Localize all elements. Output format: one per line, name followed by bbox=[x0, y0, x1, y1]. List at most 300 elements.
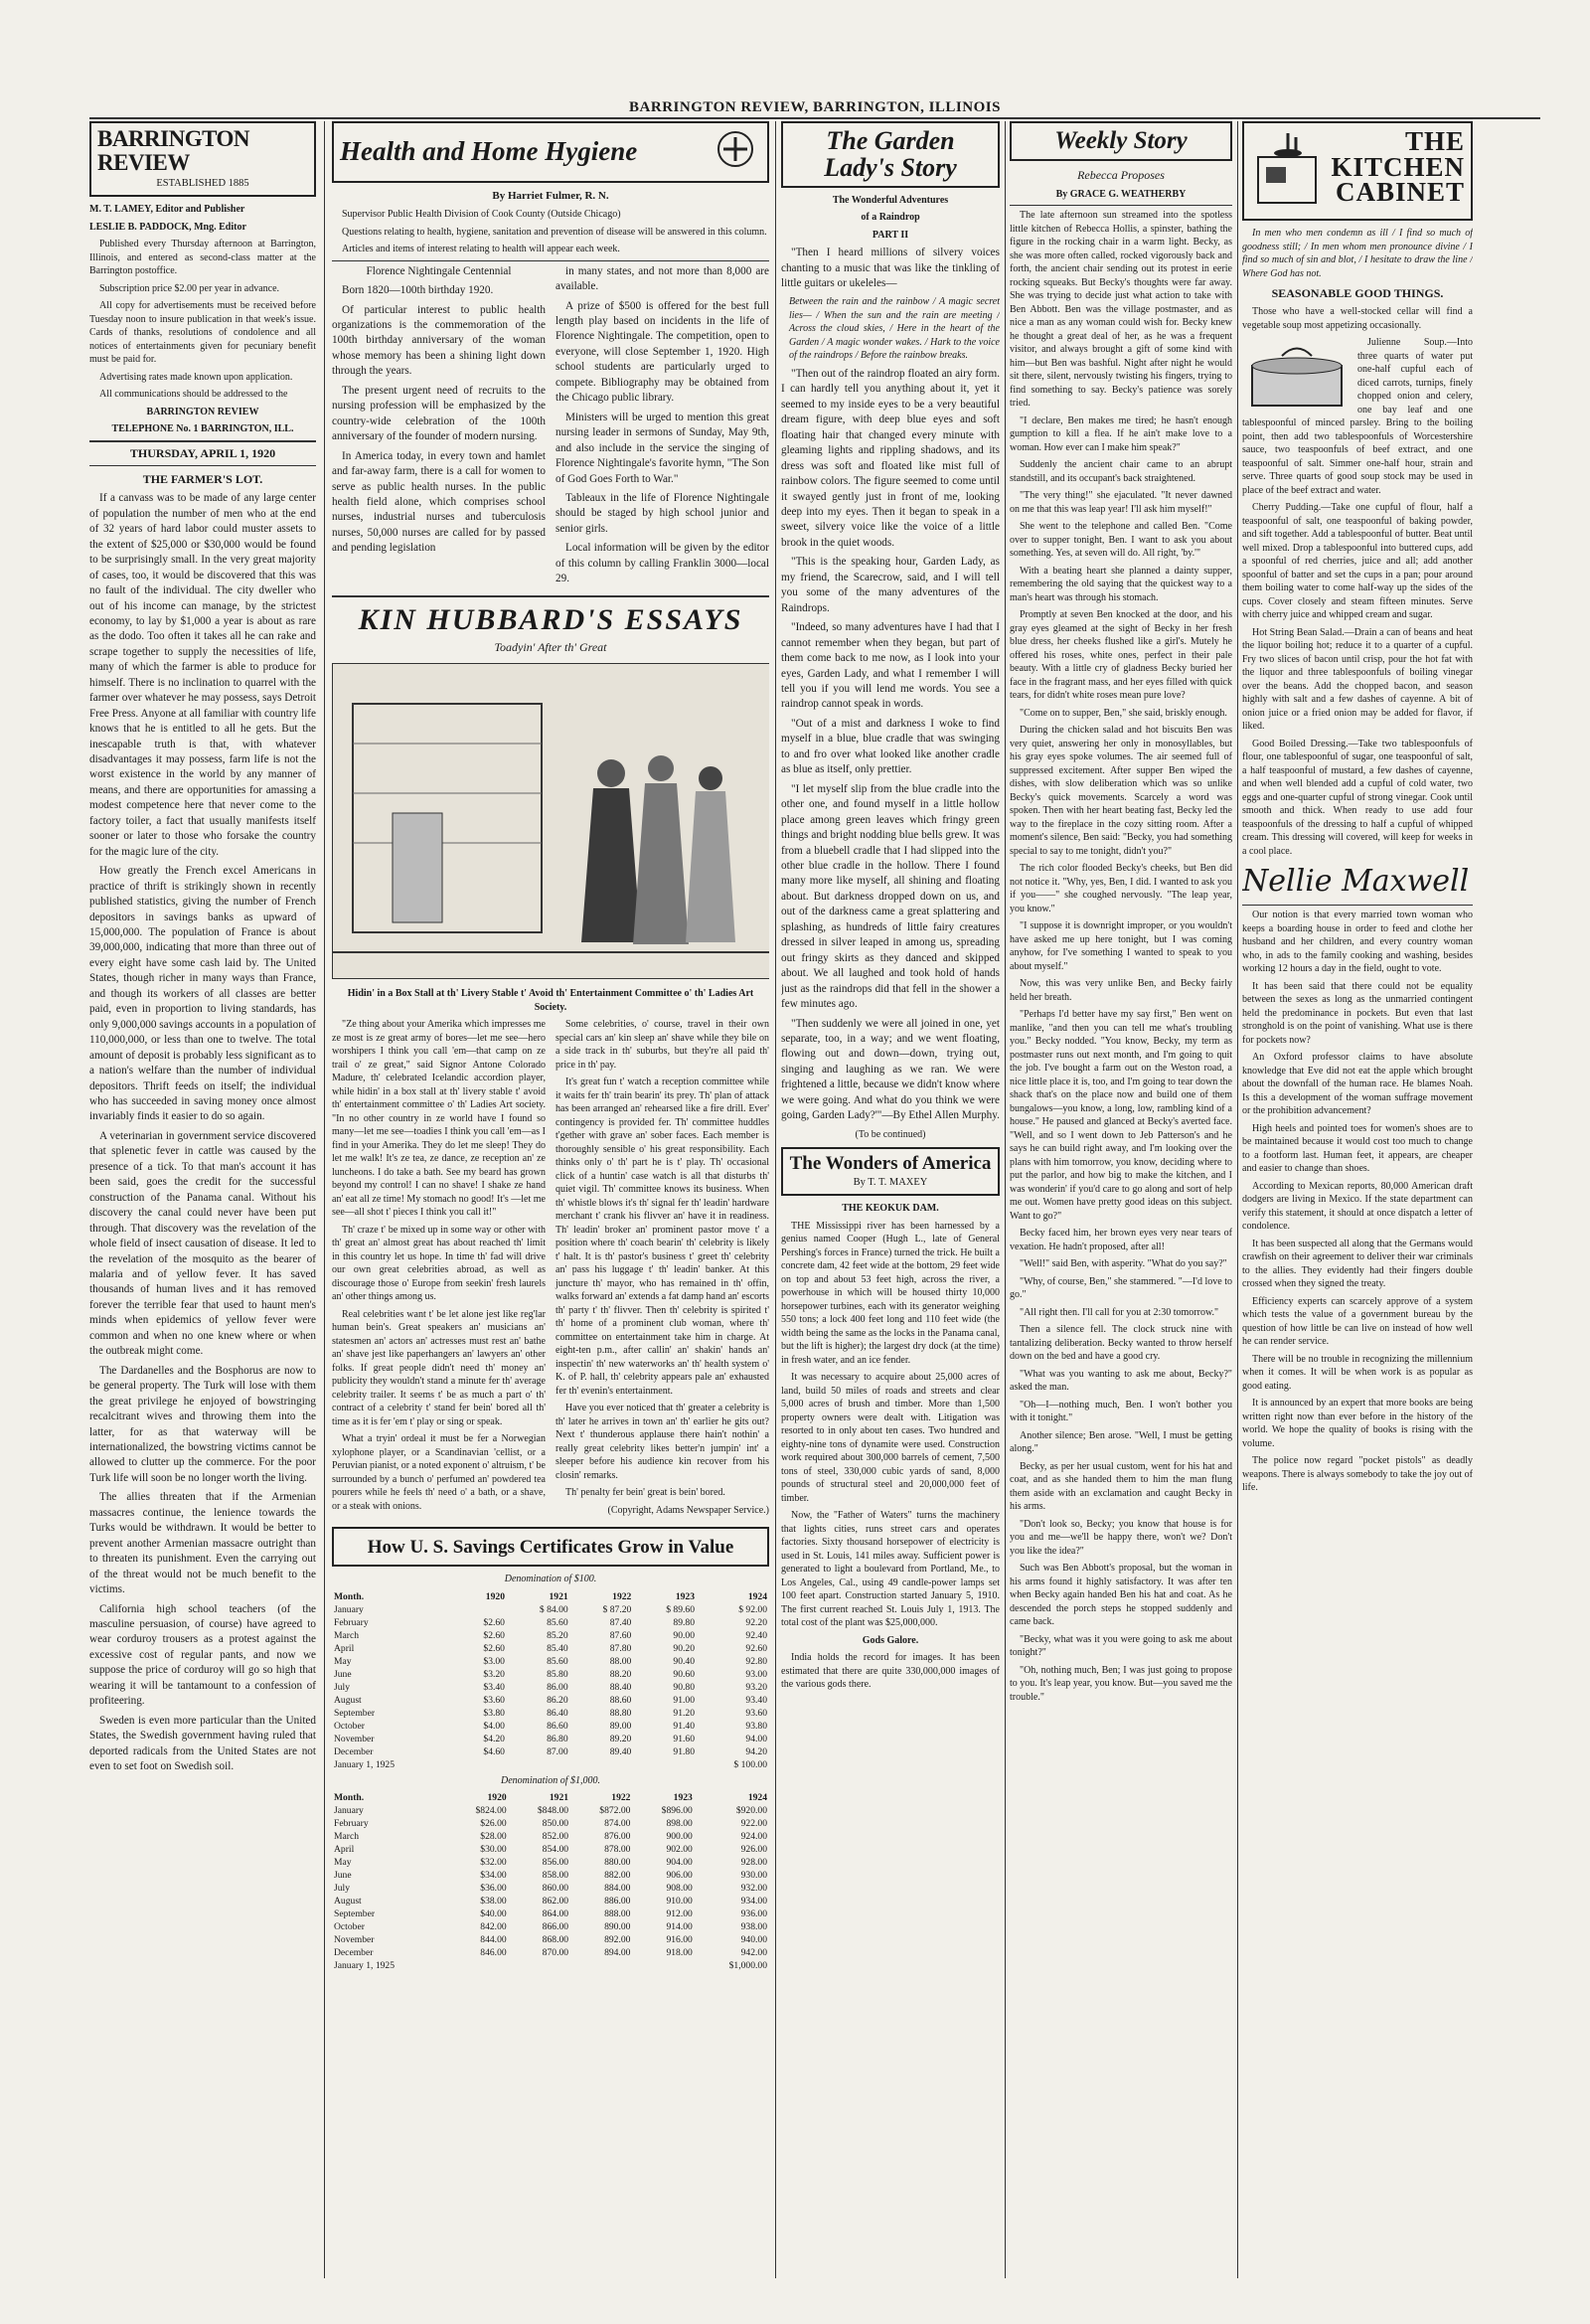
health-intro: Articles and items of interest relating to health will appear each week. bbox=[342, 244, 620, 255]
kitchen-paragraph: Efficiency experts can scarcely approve of a system which tests the value of a government bureau by the question of how little be can live on instead of how well he can render service. bbox=[1242, 1295, 1473, 1347]
kin-body bbox=[332, 1018, 769, 1521]
table-cell: $920.00 bbox=[735, 1805, 767, 1817]
table-cell: 92.60 bbox=[745, 1642, 767, 1654]
table-row bbox=[332, 1694, 769, 1707]
table-cell: 862.00 bbox=[542, 1896, 569, 1908]
table-cell: 874.00 bbox=[604, 1818, 631, 1830]
kitchen-paragraph: It is announced by an expert that more books are being written right now than ever before in the history of the world. We hope the quality of books is rising with the volume. bbox=[1242, 1398, 1473, 1449]
story-paragraph: "Don't look so, Becky; you know that house is for you and me—we'll be happy there, won't we? Don't you like the idea?" bbox=[1010, 1518, 1232, 1557]
table-cell: October bbox=[334, 1720, 365, 1732]
masthead-established: ESTABLISHED 1885 bbox=[156, 178, 249, 190]
story-rule bbox=[1010, 205, 1232, 206]
story-subtitle: Rebecca Proposes bbox=[1077, 168, 1165, 182]
table-cell: 876.00 bbox=[604, 1831, 631, 1843]
table-cell: 93.80 bbox=[745, 1720, 767, 1732]
table-cell: 844.00 bbox=[480, 1934, 507, 1946]
table-cell: 89.80 bbox=[673, 1616, 695, 1628]
table-cell: July bbox=[334, 1681, 350, 1693]
table-cell: $ 84.00 bbox=[539, 1603, 568, 1615]
table-cell: $4.20 bbox=[483, 1733, 505, 1744]
savings-column-header: 1923 bbox=[675, 1590, 695, 1602]
table-cell: $28.00 bbox=[480, 1831, 507, 1843]
table-cell: 918.00 bbox=[666, 1947, 693, 1959]
kitchen-paragraph: The police now regard "pocket pistols" as deadly weapons. There is always somebody to take the joy out of life. bbox=[1242, 1455, 1473, 1493]
seasonable-heading: SEASONABLE GOOD THINGS. bbox=[1271, 286, 1444, 300]
table-cell: 85.20 bbox=[547, 1629, 568, 1641]
story-paragraph: "All right then. I'll call for you at 2:30 tomorrow." bbox=[1020, 1306, 1219, 1318]
kitchen-paragraph: According to Mexican reports, 80,000 American draft dodgers are living in Mexico. If the state department can verify this statement, it should at once dispatch a letter of condolence. bbox=[1242, 1180, 1473, 1232]
wonders-paragraph: India holds the record for images. It has been estimated that there are quite 330,000,000 images of the various gods there. bbox=[781, 1652, 1000, 1691]
story-paragraph: Becky faced him, her brown eyes very near tears of vexation. He hadn't proposed, after all! bbox=[1010, 1228, 1232, 1252]
table-cell: $896.00 bbox=[661, 1805, 693, 1817]
kin-paragraph: Th' penalty fer bein' great is bein' bored. bbox=[565, 1487, 725, 1499]
table-cell: 924.00 bbox=[740, 1831, 767, 1843]
table-cell: 892.00 bbox=[604, 1934, 631, 1946]
health-paragraph: Ministers will be urged to mention this great nursing leader in sermons of Sunday, May 9th, and also include in the service the singing of Florence Nightingale's favorite hymn, "The Son of God Goes Forth to War." bbox=[556, 411, 769, 485]
kitchen-paragraph: An Oxford professor claims to have absolute knowledge that Eve did not eat the apple which brought about the downfall of the human race. He blames Noah. Is this a development of the woman suffrage movement or the prohibition advancement? bbox=[1242, 1052, 1473, 1116]
table-cell: 926.00 bbox=[740, 1844, 767, 1856]
masthead-title: BARRINGTON REVIEW bbox=[97, 126, 250, 176]
savings-header-row bbox=[332, 1590, 769, 1603]
health-paragraph: A prize of $500 is offered for the best full length play based on incidents in the life of Florence Nightingale. The competition, open to everyone, will close September 1, 1920. High school students are particularly urged to compete. Bibliography may be obtained from the Chicago public library. bbox=[556, 299, 769, 405]
editorial-paragraph: The Dardanelles and the Bosphorus are now to be general property. The Turk will lose with them the great privilege he enjoyed of bowstringing recalcitrant wives and throwing them into the latter, for as that waterway will be internationalized, the bowstring victims cannot be allowed to clutter up the commerce. For the poor Turk life will soon be no longer worth the living. bbox=[89, 1364, 316, 1484]
garden-part: PART II bbox=[872, 229, 909, 241]
table-cell bbox=[509, 1959, 570, 1972]
cartoon-caption: Hidin' in a Box Stall at th' Livery Stable t' Avoid th' Entertainment Committee o' th' Ladies Art Society. bbox=[347, 988, 754, 1013]
table-row bbox=[332, 1758, 769, 1771]
kitchen-paragraph: Good Boiled Dressing.—Take two tablespoonfuls of flour, one tablespoonful of sugar, one teaspoonful of salt, a half teaspoonful of mustard, a few dashes of cayenne, and when well blended add a cupful of cold water, two eggs and one-quarter cupful of strong vinegar. Cook until smooth and thick. When ready to use add four teaspoonfuls of the dressing to half a cupful of whipped cream. This dressing will covered, will keep for weeks in a cool place. bbox=[1242, 738, 1473, 857]
denomination-1000-label: Denomination of $1,000. bbox=[501, 1774, 600, 1786]
garden-paragraph: "I let myself slip from the blue cradle into the other one, and found myself in a little hollow place among green leaves which fringy green things and bright nodding blue bells grew. It was from a bluebell cradle that I had slipped into the other blue cradle in the hollow. There I found many more like myself, all shining and floating about. But darkness dropped down on us, and out of the darkness came a great splattering and splashing, as hundreds of little fairy creatures dressed in silver leaped in among us, spreading out fringy skirts as they danced and skipped about. We all laughed and took hold of hands just as the raindrops did that fell in the shower a few minutes ago. bbox=[781, 782, 1000, 1011]
table-cell: 89.00 bbox=[609, 1720, 632, 1732]
publication-info: Published every Thursday afternoon at Barrington, Illinois, and entered as second-class matter at the Barrington postoffice. bbox=[89, 239, 316, 277]
health-paragraph: In America today, in every town and hamlet and far-away farm, there is a call for women to serve as public health nurses. In the public health field alone, which comprises school nurses, industrial nurses and tuberculosis nurses, 50,000 nurses are called for by passed and pending legislation bbox=[332, 449, 546, 555]
wonders-paragraph: Now, the "Father of Waters" turns the machinery that lights cities, runs street cars and operates factories. Sixty thousand horsepower of electricity is used in St. Louis, 141 miles away. Sufficient power is generated to light a boulevard from Portland, Me., to Los Angeles, Cal., using 49 candle-power lamps set 100 feet apart. Construction started January 5, 1910. The first current reached St. Louis July 1, 1913. The total cost of the plant was $25,000,000. bbox=[781, 1510, 1000, 1629]
table-cell: $2.60 bbox=[483, 1642, 505, 1654]
table-cell: 854.00 bbox=[542, 1844, 569, 1856]
table-cell: 92.20 bbox=[745, 1616, 767, 1628]
health-paragraph: The present urgent need of recruits to the nursing profession will be emphasized by the country-wide celebration of the 100th anniversary of the founder of modern nursing. bbox=[332, 384, 546, 443]
health-paragraph: Tableaux in the life of Florence Nightingale should be staged by high school junior and senior girls. bbox=[556, 492, 769, 535]
table-cell: 85.60 bbox=[547, 1655, 568, 1667]
table-cell bbox=[507, 1758, 570, 1771]
story-paragraph: Suddenly the ancient chair came to an abrupt standstill, and its occupant's back straightened. bbox=[1010, 459, 1232, 484]
table-cell: January 1, 1925 bbox=[334, 1758, 396, 1770]
health-byline: By Harriet Fulmer, R. N. bbox=[492, 190, 609, 202]
nellie-maxwell-signature: Nellie Maxwell bbox=[1242, 864, 1470, 899]
table-cell: 890.00 bbox=[604, 1921, 631, 1933]
table-cell: 886.00 bbox=[604, 1896, 631, 1908]
gods-galore-heading: Gods Galore. bbox=[862, 1634, 919, 1646]
table-row bbox=[332, 1843, 769, 1856]
table-cell: 91.40 bbox=[673, 1720, 695, 1732]
keokuk-heading: THE KEOKUK DAM. bbox=[842, 1203, 939, 1215]
story-paragraph: "Why, of course, Ben," she stammered. "—I'd love to go." bbox=[1010, 1275, 1232, 1301]
wonders-title: The Wonders of America bbox=[789, 1153, 992, 1175]
kin-paragraph: What a tryin' ordeal it must be fer a Norwegian xylophone player, or a Scandinavian 'cellist, or a Peruvian pianist, or a noted exponent o' altruism, t' be surrounded by a bunch o' perfumed an' powdered tea pourers while he feels th' need o' a bath, or a shave, or a steak with onions. bbox=[332, 1433, 546, 1512]
table-cell: 89.40 bbox=[609, 1745, 632, 1757]
wonders-paragraph: THE Mississippi river has been harnessed by a genius named Cooper (Hugh L., late of General Pershing's forces in France) turned the trick. He built a concrete dam, 42 feet wide at the bottom, 29 feet wide on top and about 53 feet high, across the river, a powerhouse in which will be housed thirty 10,000 horsepower turbines, each with its generator weighing 550 tons; a lock 400 feet long and 110 feet wide (the width being the same as the locks in the Panama canal, but the lift is higher); the largest dry dock (at the time) in fresh water, and an ice fender. bbox=[781, 1220, 1000, 1366]
table-cell: $2.60 bbox=[483, 1616, 505, 1628]
table-row bbox=[332, 1882, 769, 1895]
story-paragraph: Another silence; Ben arose. "Well, I must be getting along." bbox=[1010, 1429, 1232, 1455]
story-paragraph: "I suppose it is downright improper, or you wouldn't have asked me up here tonight, but I was coming anyhow, for I've something I wanted to speak to you about myself." bbox=[1010, 920, 1232, 972]
table-cell: 93.60 bbox=[745, 1707, 767, 1719]
kitchen-paragraph: Julienne Soup.—Into three quarts of water put one-half cupful each of diced carrots, turnips, finely chopped onion and celery, one bay leaf and one tablespoonful of minced parsley. Bring to the boiling point, then add two tablespoonfuls of Worcestershire sauce, two teaspoonfuls of beef extract, and one teaspoonful of salt. Simmer one-half hour, strain and serve. Three quarts of good soup stock may be used in place of the beef extract and water. bbox=[1242, 337, 1473, 496]
kitchen-rule bbox=[1242, 905, 1473, 906]
table-cell: $3.20 bbox=[483, 1668, 505, 1680]
garden-header bbox=[781, 121, 1000, 188]
savings-table-100 bbox=[332, 1590, 769, 1771]
table-cell: 86.60 bbox=[547, 1720, 568, 1732]
table-cell: 912.00 bbox=[666, 1909, 693, 1920]
table-row bbox=[332, 1707, 769, 1720]
editorial-paragraph: How greatly the French excel Americans in practice of thrift is strikingly shown in recently published statistics, giving the number of French depositors in savings banks as upward of 15,000,000. The population of France is about 39,000,000, indicating that more than three out of every eight have some cash laid by. The United States, though richer in many ways than France, and though its workers of all classes are better paid, even in proportion to living standards, has only 9,000,000 savings accounts in a population of 110,000,000, or less than one to twelve. The total amount of deposit is probably less significant as to a nation's welfare than the number of individual depositors. Thrift feeds on itself; the individual who has succeeded in saving money once almost invariably finds it easier to do so again. bbox=[89, 865, 316, 1123]
table-cell: 932.00 bbox=[740, 1883, 767, 1895]
garden-paragraph: "Indeed, so many adventures have I had that I cannot remember when they began, but part of them come back to me now, as I look into your eyes, Garden Lady, and what I remember I will tell you if you will lend me words. You see a raindrop cannot speak in words. bbox=[781, 621, 1000, 711]
table-cell: $38.00 bbox=[480, 1896, 507, 1908]
kin-paragraph: Th' craze t' be mixed up in some way or other with th' great an' almost great has about reached th' limit in this country let us hope. In time th' fad will drive our own great celebrities abroad, as well as discourage those o' Europe from seekin' fresh laurels an' other things among us. bbox=[332, 1224, 546, 1303]
kitchen-paragraph: It has been suspected all along that the Germans would crawfish on their agreement to deliver their war criminals to the allies. They evidently had their fingers double crossed when they signed the treaty. bbox=[1242, 1238, 1473, 1289]
savings-column-header: 1920 bbox=[485, 1590, 505, 1602]
table-row bbox=[332, 1817, 769, 1830]
table-row bbox=[332, 1668, 769, 1681]
table-cell: 93.20 bbox=[745, 1681, 767, 1693]
garden-continued: (To be continued) bbox=[855, 1128, 926, 1140]
kitchen-paragraph: Those who have a well-stocked cellar will find a vegetable soup most appetizing occasionally. bbox=[1242, 306, 1473, 331]
column-rule-2 bbox=[775, 121, 776, 2278]
column-editorial bbox=[89, 121, 316, 2283]
garden-verse: Between the rain and the rainbow / A magic secret lies— / When the sun and the rain are meeting / Across the cloud skies, / Here in the heart of the Garden / A magic wonder wakes. / Hark to the voice of the raindrops / Before the rainbow breaks. bbox=[789, 296, 1000, 362]
table-cell: 92.40 bbox=[745, 1629, 767, 1641]
table-cell bbox=[632, 1959, 694, 1972]
table-cell bbox=[570, 1959, 632, 1972]
table-cell: $34.00 bbox=[480, 1870, 507, 1882]
health-intro: Supervisor Public Health Division of Cook County (Outside Chicago) bbox=[342, 209, 621, 221]
table-cell: 90.00 bbox=[673, 1629, 695, 1641]
garden-subtitle: The Wonderful Adventures bbox=[832, 194, 949, 206]
column-rule-3 bbox=[1005, 121, 1006, 2278]
table-cell bbox=[570, 1758, 634, 1771]
issue-date: THURSDAY, APRIL 1, 1920 bbox=[129, 445, 276, 460]
savings-box bbox=[332, 1527, 769, 1567]
story-paragraph: The late afternoon sun streamed into the spotless little kitchen of Rebecca Hollis, a spinster, bathing the figure in the rocking chair in a warm light. Becky, as she was more often called, rocked vigorously back and forth, the ancient chair sending out its protest in eerie rocking squeaks. But Becky's thoughts were far away. She was trying to decide just what action to take with Ben Abbott. Ben was the village postmaster, and as nice a man as any woman could wish for. Becky knew he thought a great deal of her, as he was a frequent visitor, and always brought a gift of some kind with him—but Ben was bashful. Night after night he would sit there, silent, nervously twisting his fingers, trying to find something to say. Becky's patience was sorely tried. bbox=[1010, 210, 1232, 410]
table-cell: 882.00 bbox=[604, 1870, 631, 1882]
table-cell: 89.20 bbox=[609, 1733, 632, 1744]
table-cell: 904.00 bbox=[666, 1857, 693, 1869]
savings-column-header: 1920 bbox=[487, 1792, 507, 1804]
table-cell: 922.00 bbox=[740, 1818, 767, 1830]
editorial-paragraph: California high school teachers (of the masculine persuasion, of course) have agreed to wear corduroy trousers as a protest against the excessive cost of regular pants, and now we suppose the price of corduroy will go so high that wearing it will be tantamount to a confession of profiteering. bbox=[89, 1602, 316, 1708]
table-cell: 860.00 bbox=[542, 1883, 569, 1895]
health-title: Health and Home Hygiene bbox=[340, 136, 638, 167]
story-paragraph: "What was you wanting to ask me about, Becky?" asked the man. bbox=[1010, 1368, 1232, 1394]
kin-copyright: (Copyright, Adams Newspaper Service.) bbox=[607, 1504, 769, 1516]
table-row bbox=[332, 1720, 769, 1733]
table-cell: January 1, 1925 bbox=[334, 1960, 396, 1972]
table-cell: 85.40 bbox=[547, 1642, 568, 1654]
table-cell: April bbox=[334, 1844, 355, 1856]
table-row bbox=[332, 1856, 769, 1869]
table-cell: 91.80 bbox=[673, 1745, 695, 1757]
communications-name: BARRINGTON REVIEW bbox=[146, 406, 259, 417]
table-cell: February bbox=[334, 1616, 369, 1628]
column-health-kin bbox=[332, 121, 769, 2283]
table-cell: 930.00 bbox=[740, 1870, 767, 1882]
table-cell: 942.00 bbox=[740, 1947, 767, 1959]
table-cell: July bbox=[334, 1883, 350, 1895]
masthead-rule bbox=[89, 440, 316, 442]
table-cell: 940.00 bbox=[740, 1934, 767, 1946]
table-cell: $1,000.00 bbox=[728, 1960, 767, 1972]
savings-column-header: Month. bbox=[334, 1792, 365, 1804]
table-cell: $ 87.20 bbox=[602, 1603, 632, 1615]
story-paragraph: With a beating heart she planned a dainty supper, remembering the old saying that the quickest way to a man's heart was through his stomach. bbox=[1010, 565, 1232, 603]
table-cell: 858.00 bbox=[542, 1870, 569, 1882]
table-cell: $ 92.00 bbox=[738, 1603, 767, 1615]
kitchen-cabinet-header bbox=[1242, 121, 1473, 221]
table-cell: January bbox=[334, 1805, 364, 1817]
table-cell: $2.60 bbox=[483, 1629, 505, 1641]
garden-paragraph: "This is the speaking hour, Garden Lady, as my friend, the Scarecrow, said, and I will tell you some of the many adventures of the Raindrops. bbox=[781, 556, 1000, 614]
health-rule bbox=[332, 260, 769, 261]
table-cell: 888.00 bbox=[604, 1909, 631, 1920]
table-cell: 87.40 bbox=[609, 1616, 632, 1628]
table-cell: $ 89.60 bbox=[666, 1603, 695, 1615]
garden-paragraph: "Out of a mist and darkness I woke to find myself in a blue, blue cradle that was swinging to and fro over what looked like another cradle as blue as itself, only prettier. bbox=[781, 717, 1000, 776]
table-cell: $4.00 bbox=[483, 1720, 505, 1732]
kin-paragraph: Have you ever noticed that th' greater a celebrity is th' later he arrives in town an' th' earlier he gits out? Next t' thunderous applause there hain't nothin' a really great celebrity likes better'n jumpin' int' a sleeper before his audience kin recover from his closin' remarks. bbox=[556, 1403, 769, 1481]
health-header bbox=[332, 121, 769, 183]
kin-hubbard-title: KIN HUBBARD'S ESSAYS bbox=[358, 602, 743, 636]
story-paragraph: Such was Ben Abbott's proposal, but the woman in his arms found it highly satisfactory. It was after ten when Becky again handed Ben his hat and coat. As he descended the porch steps he stopped suddenly and came back. bbox=[1010, 1563, 1232, 1628]
table-row bbox=[332, 1908, 769, 1920]
health-body bbox=[332, 264, 769, 591]
subscription-info: Subscription price $2.00 per year in advance. bbox=[99, 282, 280, 294]
wonders-header bbox=[781, 1147, 1000, 1196]
health-paragraph: Born 1820—100th birthday 1920. bbox=[342, 284, 494, 297]
garden-paragraph: "Then out of the raindrop floated an airy form. I can hardly tell you anything about it, yet it seemed to my inside eyes to be a very beautiful dream figure, with deep blue eyes and soft floating hair that changed every minute with gleaming lights and rippling shadows, and its dress was soft and floated like mist full of rainbow colors. The figure seemed to come until it swayed gently just in front of me, looking deep into my eyes. Then it began to speak in a sweet, silvery voice like the voice of a little brook in the quiet woods. bbox=[781, 367, 1000, 549]
editorial-paragraph: The allies threaten that if the Armenian massacres continue, the lenience towards the Turks would be withdrawn. It would be better to prevent another Armenian massacre outright than to threaten its punishment. Even the carrying out of the threat would not be much benefit to the victims. bbox=[89, 1491, 316, 1596]
table-row bbox=[332, 1830, 769, 1843]
table-cell: December bbox=[334, 1745, 374, 1757]
table-cell: 94.20 bbox=[745, 1745, 767, 1757]
kitchen-paragraph: Our notion is that every married town woman who keeps a boarding house in order to feed and clothe her husband and her children, and every country woman who, in ads to the family cooking and washing, besides working 12 hours a day in the field, ought to vote. bbox=[1242, 910, 1473, 974]
savings-column-header: Month. bbox=[334, 1590, 365, 1602]
table-cell: January bbox=[334, 1603, 364, 1615]
nursing-seal-icon bbox=[710, 127, 761, 177]
table-cell: August bbox=[334, 1896, 362, 1908]
column-garden bbox=[781, 121, 1000, 2283]
table-cell: 88.00 bbox=[609, 1655, 632, 1667]
table-cell: May bbox=[334, 1857, 352, 1869]
table-cell: 90.80 bbox=[673, 1681, 695, 1693]
table-cell: October bbox=[334, 1921, 365, 1933]
table-cell bbox=[457, 1603, 507, 1616]
kin-paragraph: It's great fun t' watch a reception committee while it waits fer th' train bearin' its prey. Th' plan of attack has been arranged an' rehearsed like a fire drill. Ever' contingency is provided fer. Th' committee huddles t'gether with grave an' sober faces. Each member is thoroughly sensible o' his great responsibility. Each thinks only o' th' part he is t' play. Th' occasional click of a huntin' case watch is all that disturbs th' quiet vigil. Th' committee knows its business. When th' whistle blows it's th' signal fer th' leadin' hardware merchant t' crank his flivver an' have it in readiness. Th' leadin' broker an' prominent pastor move t' a position where th' coach bearin' th' celebrity is likely t' halt. It is th' pastor's business t' greet th' celebrity an' pass his luggage t' th' leadin' banker. At this juncture th' mayor, who has remained in th' offin, walks forward an' extends a fat damp hand an' escorts th' party t' th' flivver. Then th' celebrity is spirited t' th' home of a prominent club woman, where th' committee on entertainment take him in charge. At eight-ten p.m., after callin' an' shakin' hands an' inspectin' th' new waterworks an' th' health system o' K. of P. hall, th' celebrity appears pale an' exhausted fer th' evenin's entertainment. bbox=[556, 1077, 769, 1397]
savings-column-header: 1923 bbox=[673, 1792, 693, 1804]
editorial-paragraph: A veterinarian in government service discovered that splenetic fever in cattle was caused by the presence of a tick. To that man's account it has been said, goes the credit for the successful construction of the Panama canal. Without his discovery the canal could never have been put through. That discovery was the revelation of the whole field of insect causation of disease. It led to the revelation of the mosquito as the bearer of malaria and of yellow fever. It has saved thousands of human lives and it has removed forever the terrible fear that used to haunt men's minds when epidemics of yellow fever were common and when no one knew where or when the outbreak might come. bbox=[89, 1129, 316, 1358]
table-cell: 906.00 bbox=[666, 1870, 693, 1882]
table-cell: $872.00 bbox=[599, 1805, 631, 1817]
table-row bbox=[332, 1920, 769, 1933]
story-paragraph: "Oh—I—nothing much, Ben. I won't bother you with it tonight." bbox=[1010, 1399, 1232, 1424]
kitchen-stove-icon bbox=[1248, 127, 1328, 215]
table-cell bbox=[457, 1758, 507, 1771]
table-cell: 88.20 bbox=[609, 1668, 632, 1680]
table-cell: April bbox=[334, 1642, 355, 1654]
table-cell: $824.00 bbox=[475, 1805, 507, 1817]
table-cell: 928.00 bbox=[740, 1857, 767, 1869]
table-cell: $4.60 bbox=[483, 1745, 505, 1757]
story-byline: By GRACE G. WEATHERBY bbox=[1055, 188, 1187, 200]
table-cell: 934.00 bbox=[740, 1896, 767, 1908]
savings-column-header: 1921 bbox=[549, 1792, 569, 1804]
kitchen-verse: In men who men condemn as ill / I find so much of goodness still; / In men whom men pronounce divine / I find so much of sin and blot, / I hesitate to draw the line / Where God has not. bbox=[1242, 228, 1473, 279]
wonders-paragraph: It was necessary to acquire about 25,000 acres of land, build 50 miles of roads and streets and clear 5,000 acres of brush and timber. More than 1,500 property owners were dealt with. Litigation was resorted to in only about ten cases. Two hundred and eighty-nine tons of dynamite were used. Construction work required about 300,000 barrels of cement, 7,500 tons of steel, 330,000 cubic yards of sand, 8,000 pounds of structural steel and 20,000,000 feet of timber. bbox=[781, 1372, 1000, 1504]
table-cell: 88.80 bbox=[609, 1707, 632, 1719]
table-cell: May bbox=[334, 1655, 352, 1667]
table-cell: 914.00 bbox=[666, 1921, 693, 1933]
table-cell: December bbox=[334, 1947, 374, 1959]
table-cell: 900.00 bbox=[666, 1831, 693, 1843]
table-row bbox=[332, 1629, 769, 1642]
table-cell: 852.00 bbox=[542, 1831, 569, 1843]
savings-column-header: 1924 bbox=[747, 1590, 767, 1602]
table-row bbox=[332, 1733, 769, 1745]
table-cell: 842.00 bbox=[480, 1921, 507, 1933]
table-row bbox=[332, 1933, 769, 1946]
table-cell: 866.00 bbox=[542, 1921, 569, 1933]
kitchen-cabinet-title: THE KITCHEN CABINET bbox=[1331, 126, 1465, 208]
story-paragraph: The rich color flooded Becky's cheeks, but Ben did not notice it. "Why, yes, Ben, I did. I wanted to ask you if you——" she coughed nervously. "The leap year, you know." bbox=[1010, 863, 1232, 914]
table-cell: March bbox=[334, 1831, 360, 1843]
savings-column-header: 1924 bbox=[747, 1792, 767, 1804]
table-cell: $3.60 bbox=[483, 1694, 505, 1706]
story-paragraph: "Perhaps I'd better have my say first," Ben went on manlike, "and then you can tell me what's troubling you." Becky nodded. "You know, Becky, my term as postmaster runs out next month, and I'm going to quit the job. I've bought a farm out on the Weston road, a nice little place it is, too, and I'm going to tear down the shack that's on the place now and build one of them bungalows—you know, a long, low, rambling kind of a house." He paused and glanced at Becky's averted face. "Well, and so I went down to Jeb Patterson's and he says he can build right away, and I'm looking over the plans with him tomorrow, you know, deciding where to put the parlor, and how big to make the kitchen, and I was wonderin' if you'd care to go along and sort of help me out. Women have pretty good ideas on this subject. Want to go?" bbox=[1010, 1009, 1232, 1222]
kitchen-paragraph: Hot String Bean Salad.—Drain a can of beans and heat the liquor boiling hot; reduce it to a quarter of a cupful. Fry two slices of bacon until crisp, pour the hot fat with the liquor and three tablespoonfuls of boiling vinegar over the beans. Add the chopped bacon, and season highly with salt and a few dashes of cayenne. A bit of onion juice or a fried onion may be added for flavor, if liked. bbox=[1242, 626, 1473, 732]
table-cell: June bbox=[334, 1668, 352, 1680]
table-cell: 86.00 bbox=[547, 1681, 568, 1693]
table-cell: 91.00 bbox=[673, 1694, 695, 1706]
table-cell: 91.20 bbox=[673, 1707, 695, 1719]
table-cell: 856.00 bbox=[542, 1857, 569, 1869]
table-cell: $3.80 bbox=[483, 1707, 505, 1719]
table-row bbox=[332, 1869, 769, 1882]
table-cell: September bbox=[334, 1707, 376, 1719]
table-row bbox=[332, 1745, 769, 1758]
nightingale-heading: Florence Nightingale Centennial bbox=[366, 264, 512, 277]
table-cell: 916.00 bbox=[666, 1934, 693, 1946]
table-cell: 868.00 bbox=[542, 1934, 569, 1946]
table-cell: 85.80 bbox=[547, 1668, 568, 1680]
editorial-paragraph: Sweden is even more particular than the United States, the Swedish government having ruled that deported radicals from the United States are not even to set foot on Swedish soil. bbox=[89, 1714, 316, 1773]
table-cell: 86.40 bbox=[547, 1707, 568, 1719]
story-paragraph: "Becky, what was it you were going to ask me about tonight?" bbox=[1010, 1633, 1232, 1659]
health-paragraph: Local information will be given by the editor of this column by calling Franklin 3000—local 29. bbox=[556, 542, 769, 585]
table-cell: 864.00 bbox=[542, 1909, 569, 1920]
savings-header-row bbox=[332, 1791, 769, 1804]
date-rule bbox=[89, 465, 316, 466]
table-cell: 91.60 bbox=[673, 1733, 695, 1744]
table-cell: 87.00 bbox=[547, 1745, 568, 1757]
story-paragraph: "Come on to supper, Ben," she said, briskly enough. bbox=[1020, 707, 1227, 719]
table-cell: $40.00 bbox=[480, 1909, 507, 1920]
editor-line: M. T. LAMEY, Editor and Publisher bbox=[89, 204, 245, 216]
table-cell: 878.00 bbox=[604, 1844, 631, 1856]
table-row bbox=[332, 1946, 769, 1959]
table-cell: 88.40 bbox=[609, 1681, 632, 1693]
table-row bbox=[332, 1655, 769, 1668]
denomination-100-label: Denomination of $100. bbox=[504, 1574, 597, 1585]
table-cell: $ 100.00 bbox=[733, 1758, 767, 1770]
garden-subtitle: of a Raindrop bbox=[861, 212, 920, 224]
table-cell: 936.00 bbox=[740, 1909, 767, 1920]
table-cell: 910.00 bbox=[666, 1896, 693, 1908]
kin-paragraph: "Ze thing about your Amerika which impresses me ze most is ze great army of bores—let me see—hero worshipers I think you call 'em—that camp on ze trail o' ze great," said Signor Antone Colorado Madure, th' celebrated Icelandic accordion player, while hidin' in a box stall at th' livery stable t' avoid th' entertainment committee o' th' Ladies Art society. "In no other country in ze world have I found so many—let me see—toadies I think you call 'em—as I find in your Amerika. They do let me sleep! They do let me walk! It's ze tea, ze dance, ze reception an' ze luncheons. I do take a bath. See my beard has grown beyond my control! I can no shave! I shake ze hand an' eat all ze time! My stomach no good! It's —let me see—all shot t' pieces I think you call it!" bbox=[332, 1019, 546, 1219]
table-row bbox=[332, 1959, 769, 1972]
soup-pot-icon bbox=[1242, 336, 1352, 414]
table-cell: $30.00 bbox=[480, 1844, 507, 1856]
story-paragraph: Promptly at seven Ben knocked at the door, and his gray eyes gleamed at the sight of Becky in her fresh blue dress, her cheeks flushed like a girl's. Mutely he offered his roses, white ones, perfect in their pale beauty. With a little cry of gladness Becky buried her face in the fragrant mass, and her eyes filled with quick tears, for didn't white roses mean pure love? bbox=[1010, 609, 1232, 702]
story-paragraph: During the chicken salad and hot biscuits Ben was very quiet, answering her only in monosyllables, but his gray eyes spoke volumes. The air seemed full of suppressed excitement. After supper Ben wiped the dishes, with slow deliberation which was so unlike Becky's quick movements. Scarcely a word was spoken. Then with her heart beating fast, Becky led the way to the fireplace in the cozy sitting room. After a moment's silence, Ben said: "Becky, you had something special to say to me tonight, didn't you?" bbox=[1010, 725, 1232, 857]
savings-column-header: 1921 bbox=[549, 1590, 568, 1602]
kin-paragraph: Some celebrities, o' course, travel in their own special cars an' kin sleep an' shave while they bile on a side track in th' suburbs, but they're all paid th' price in th' pay. bbox=[556, 1019, 769, 1071]
table-cell: 846.00 bbox=[480, 1947, 507, 1959]
table-cell: $3.00 bbox=[483, 1655, 505, 1667]
table-cell: 902.00 bbox=[666, 1844, 693, 1856]
column-rule-4 bbox=[1237, 121, 1238, 2278]
table-cell: 93.00 bbox=[745, 1668, 767, 1680]
advertising-copy-info: All copy for advertisements must be received before Tuesday noon to insure publication in that week's issue. Cards of thanks, resolutions of condolence and all notices of entertainments given for pecuniary benefit must be paid for. bbox=[89, 300, 316, 366]
table-cell: $848.00 bbox=[537, 1805, 569, 1817]
table-cell: March bbox=[334, 1629, 360, 1641]
header-rule bbox=[89, 117, 1540, 119]
kitchen-paragraph: Cherry Pudding.—Take one cupful of flour, half a teaspoonful of salt, one teaspoonful of baking powder, and sift together. Add a tablespoonful of butter. Beat until well mixed. Drop a tablespoonful into buttered cups, add a spoonful of red cherries, juice and all; add another spoonful of batter and set the cups in a pan; pour around them boiling water to come half-way up the sides of the cups. Cover closely and steam fifteen minutes. Serve with cherry juice and whipped cream and sugar. bbox=[1242, 502, 1473, 620]
table-row bbox=[332, 1603, 769, 1616]
table-cell: November bbox=[334, 1733, 375, 1744]
story-paragraph: Then a silence fell. The clock struck nine with tantalizing deliberation. Becky wanted to throw herself down on the bed and have a good cry. bbox=[1010, 1324, 1232, 1363]
table-cell: 93.40 bbox=[745, 1694, 767, 1706]
story-paragraph: She went to the telephone and called Ben. "Come over to supper tonight, Ben. I want to ask you about something. Yes, at seven will do. All right, 'by.'" bbox=[1010, 521, 1232, 560]
table-row bbox=[332, 1804, 769, 1817]
column-kitchen-cabinet bbox=[1242, 121, 1473, 2283]
table-cell: $32.00 bbox=[480, 1857, 507, 1869]
table-cell: 850.00 bbox=[542, 1818, 569, 1830]
table-cell: 94.00 bbox=[745, 1733, 767, 1744]
advertising-rates-info: Advertising rates made known upon application. bbox=[99, 371, 293, 383]
kin-subtitle: Toadyin' After th' Great bbox=[494, 639, 607, 654]
story-paragraph: Becky, as per her usual custom, went for his hat and coat, and as she handed them to him the man flung them aside with an exclamation and caught Becky in his arms. bbox=[1010, 1460, 1232, 1513]
health-intro: Questions relating to health, hygiene, sanitation and prevention of disease will be answered in this column. bbox=[342, 226, 767, 238]
table-row bbox=[332, 1616, 769, 1629]
table-cell: 87.60 bbox=[609, 1629, 632, 1641]
garden-title-line1: The Garden bbox=[826, 126, 955, 155]
table-cell: 908.00 bbox=[666, 1883, 693, 1895]
table-cell: June bbox=[334, 1870, 352, 1882]
story-paragraph: "The very thing!" she ejaculated. "It never dawned on me that this was leap year! I'll ask him myself!" bbox=[1010, 490, 1232, 515]
table-cell: 880.00 bbox=[604, 1857, 631, 1869]
farmers-lot-heading: THE FARMER'S LOT. bbox=[142, 472, 263, 487]
table-cell: September bbox=[334, 1909, 376, 1920]
garden-title-line2: Lady's Story bbox=[824, 153, 957, 183]
wonders-byline: By T. T. MAXEY bbox=[853, 1177, 928, 1189]
table-cell: 938.00 bbox=[740, 1921, 767, 1933]
livery-stable-cartoon-image bbox=[332, 663, 769, 979]
table-cell: November bbox=[334, 1934, 375, 1946]
table-cell bbox=[446, 1959, 508, 1972]
savings-column-header: 1922 bbox=[611, 1792, 631, 1804]
